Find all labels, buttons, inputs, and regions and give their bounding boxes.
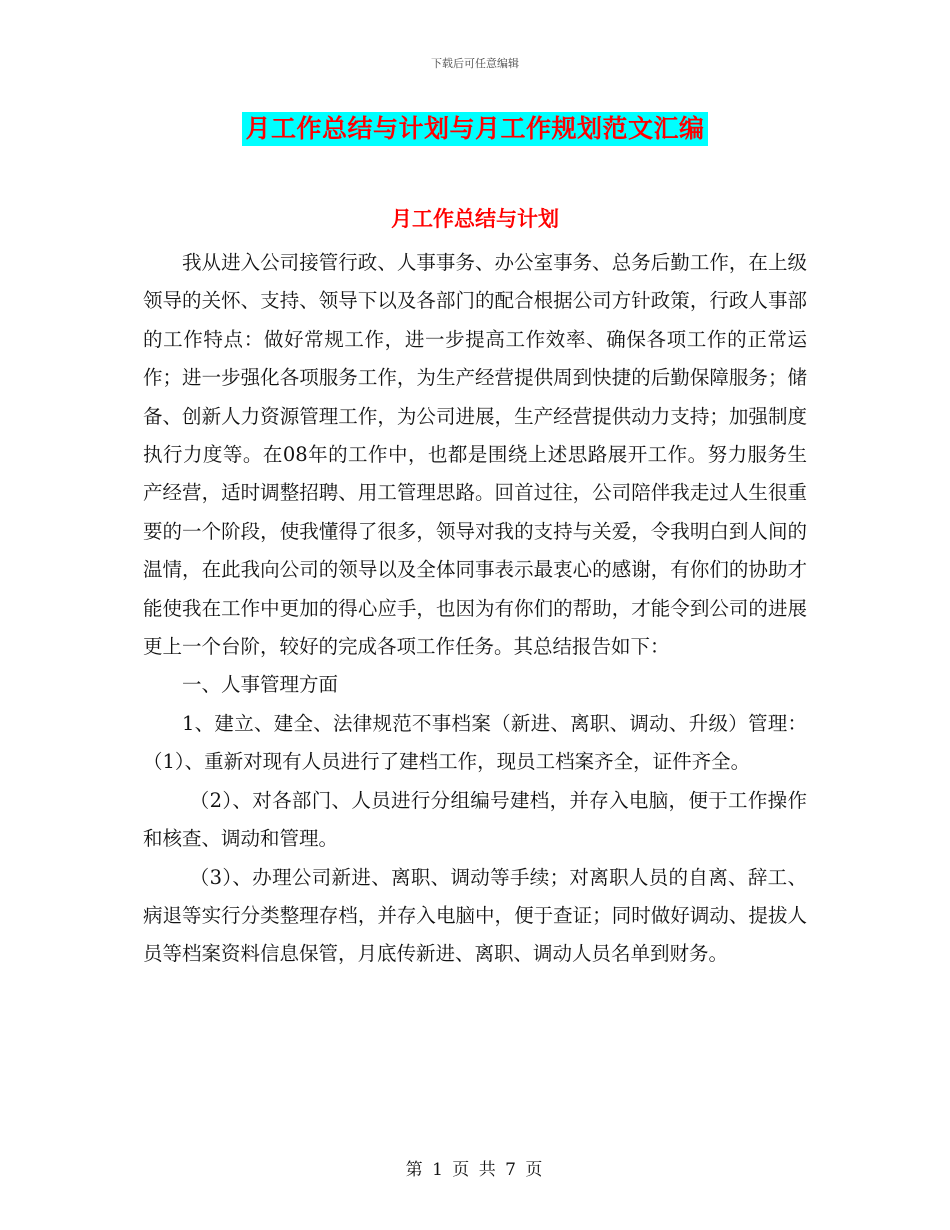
header-note: 下载后可任意编辑 <box>431 57 519 70</box>
document-title: 月工作总结与计划与月工作规划范文汇编 <box>242 112 707 146</box>
heading-personnel-management: 一、人事管理方面 <box>182 673 339 697</box>
main-title-container <box>0 112 950 146</box>
paragraph-item-1: 1、建立、建全、法律规范不事档案（新进、离职、调动、升级）管理：（1）、重新对现有人员进行了建档工作，现员工档案齐全，证件齐全。 <box>143 711 807 774</box>
paragraph-intro: 我从进入公司接管行政、人事事务、办公室事务、总务后勤工作，在上级领导的关怀、支持、领导下以及各部门的配合根据公司方针政策，行政人事部的工作特点：做好常规工作，进一步提高工作效率、确保各项工作的正常运作；进一步强化各项服务工作，为生产经营提供周到快捷的后勤保障服务；储备、创新人力资源管理工作，为公司进展，生产经营提供动力支持；加强制度执行力度等。在08年的工作中，也都是围绕上述思路展开工作。努力服务生产经营，适时调整招聘、用工管理思路。回首过往，公司陪伴我走过人生很重要的一个阶段，使我懂得了很多，领导对我的支持与关爱，令我明白到人间的温情，在此我向公司的领导以及全体同事表示最衷心的感谢，有你们的协助才能使我在工作中更加的得心应手，也因为有你们的帮助，才能令到公司的进展更上一个台阶，较好的完成各项工作任务。其总结报告如下： <box>143 251 807 659</box>
document-body <box>143 244 807 974</box>
paragraph-item-2: （2）、对各部门、人员进行分组编号建档，并存入电脑，便于工作操作和核查、调动和管理。 <box>143 788 807 851</box>
paragraph-item-3: （3）、办理公司新进、离职、调动等手续；对离职人员的自离、辞工、病退等实行分类整理存档，并存入电脑中，便于查证；同时做好调动、提拔人员等档案资料信息保管，月底传新进、离职、调动人员名单到财务。 <box>143 865 807 966</box>
section-title: 月工作总结与计划 <box>391 207 559 231</box>
page-number-footer: 第 1 页 共 7 页 <box>405 1160 545 1180</box>
